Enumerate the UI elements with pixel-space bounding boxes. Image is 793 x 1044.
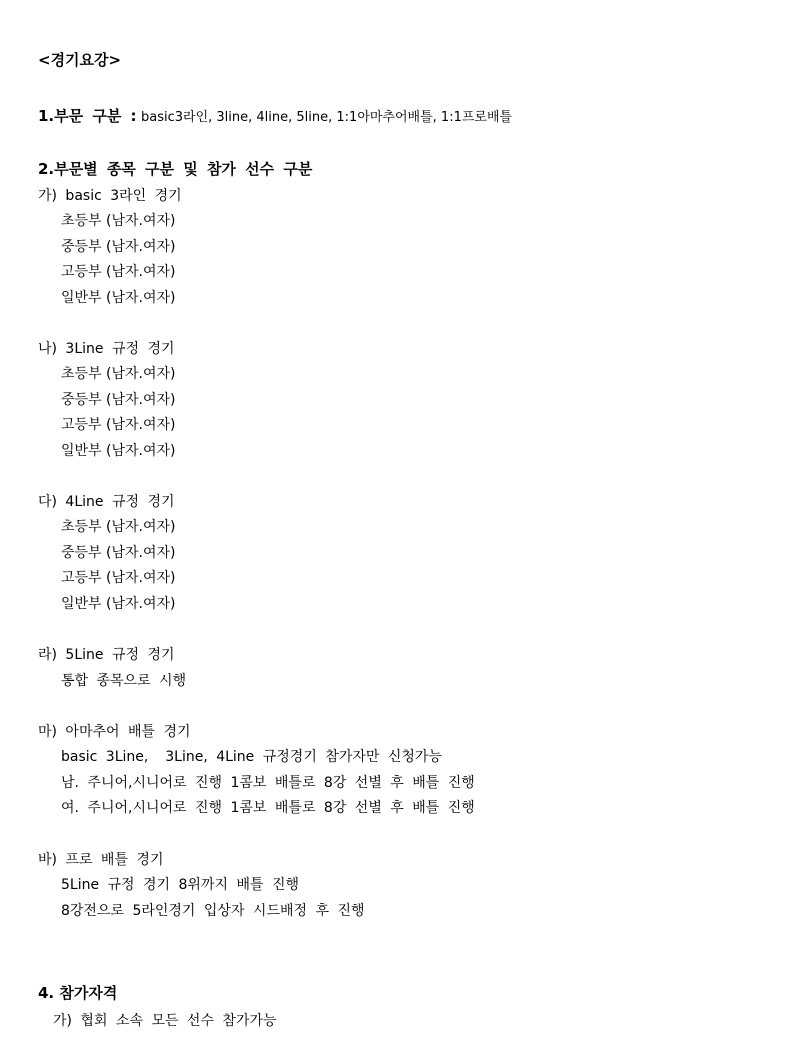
list-item: 초등부 (남자.여자)	[61, 519, 176, 535]
group-label: 다) 4Line 규정 경기	[38, 494, 175, 510]
list-item: 초등부 (남자.여자)	[61, 366, 176, 382]
group-label: 바) 프로 배틀 경기	[38, 852, 164, 868]
list-item: 8강전으로 5라인경기 입상자 시드배정 후 진행	[61, 903, 365, 919]
group-label: 마) 아마추어 배틀 경기	[38, 724, 191, 740]
section-1	[38, 106, 512, 128]
list-item: 남. 주니어,시니어로 진행 1콤보 배틀로 8강 선별 후 배틀 진행	[61, 775, 475, 791]
section-1-text: basic3라인, 3line, 4line, 5line, 1:1아마추어배틀, 1:1프로배틀	[141, 110, 513, 125]
document-title: <경기요강>	[38, 51, 122, 69]
list-item: 여. 주니어,시니어로 진행 1콤보 배틀로 8강 선별 후 배틀 진행	[61, 800, 475, 816]
section-1-heading: 1.부문 구분 :	[38, 107, 137, 125]
list-item: 고등부 (남자.여자)	[61, 417, 176, 433]
list-item: 가) 협회 소속 모든 선수 참가가능	[53, 1013, 277, 1029]
list-item: 고등부 (남자.여자)	[61, 264, 176, 280]
list-item: 일반부 (남자.여자)	[61, 443, 176, 459]
list-item: 중등부 (남자.여자)	[61, 392, 176, 408]
group-label: 가) basic 3라인 경기	[38, 188, 182, 204]
list-item: 일반부 (남자.여자)	[61, 596, 176, 612]
section-2-heading: 2.부문별 종목 구분 및 참가 선수 구분	[38, 160, 313, 178]
list-item: 일반부 (남자.여자)	[61, 290, 176, 306]
list-item: 5Line 규정 경기 8위까지 배틀 진행	[61, 877, 300, 893]
list-item: 통합 종목으로 시행	[61, 673, 187, 689]
group-label: 라) 5Line 규정 경기	[38, 647, 175, 663]
group-label: 나) 3Line 규정 경기	[38, 341, 175, 357]
list-item: 고등부 (남자.여자)	[61, 570, 176, 586]
section-4-heading: 4. 참가자격	[38, 984, 118, 1002]
list-item: 중등부 (남자.여자)	[61, 545, 176, 561]
list-item: 중등부 (남자.여자)	[61, 239, 176, 255]
list-item: 초등부 (남자.여자)	[61, 213, 176, 229]
list-item: basic 3Line, 3Line, 4Line 규정경기 참가자만 신청가능	[61, 749, 442, 765]
